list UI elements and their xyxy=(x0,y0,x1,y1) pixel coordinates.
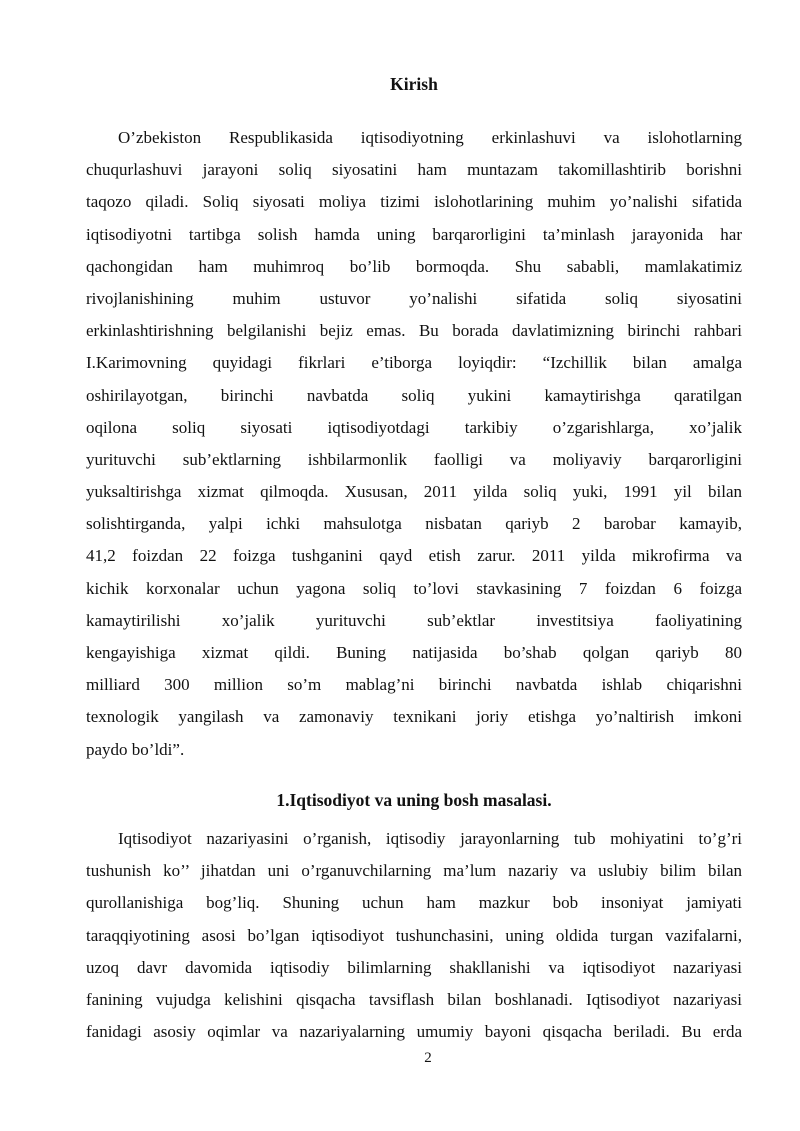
paragraph-section-1 xyxy=(86,823,742,1048)
text-line: taraqqiyotining asosi bo’lgan iqtisodiyot tushunchasini, uning oldida turgan vazifalarni, xyxy=(86,925,742,945)
text-line: kamaytirilishi xo’jalik yurituvchi sub’ektlar investitsiya faoliyatining xyxy=(86,610,742,630)
text-line: rivojlanishining muhim ustuvor yo’nalishi sifatida soliq siyosatini xyxy=(86,288,742,308)
heading-section-1: 1.Iqtisodiyot va uning bosh masalasi. xyxy=(276,790,552,810)
text-line: O’zbekiston Respublikasida iqtisodiyotning erkinlashuvi va islohotlarning xyxy=(118,128,742,147)
text-line: kichik korxonalar uchun yagona soliq to’lovi stavkasining 7 foizdan 6 foizga xyxy=(86,578,742,598)
text-line: oqilona soliq siyosati iqtisodiyotdagi tarkibiy o’zgarishlarga, xo’jalik xyxy=(86,417,742,437)
page-number: 2 xyxy=(424,1050,432,1066)
text-line: texnologik yangilash va zamonaviy texnikani joriy etishga yo’naltirish imkoni xyxy=(86,707,742,727)
text-line: paydo bo’ldi”. xyxy=(86,739,185,759)
text-line: I.Karimovning quyidagi fikrlari e’tiborga loyiqdir: “Izchillik bilan amalga xyxy=(86,353,742,373)
text-line: yurituvchi sub’ektlarning ishbilarmonlik faolligi va moliyaviy barqarorligini xyxy=(86,449,742,469)
text-line: taqozo qiladi. Soliq siyosati moliya tizimi islohotlarining muhim yo’nalishi sifatida xyxy=(86,192,742,212)
text-line: erkinlashtirishning belgilanishi bejiz emas. Bu borada davlatimizning birinchi rahbari xyxy=(86,321,742,341)
text-line: iqtisodiyotni tartibga solish hamda uning barqarorligini ta’minlash jarayonida har xyxy=(86,224,742,244)
text-line: fanidagi asosiy oqimlar va nazariyalarning umumiy bayoni qisqacha beriladi. Bu erda xyxy=(86,1022,742,1042)
text-line: milliard 300 million so’m mablag’ni birinchi navbatda ishlab chiqarishni xyxy=(86,675,742,695)
heading-intro: Kirish xyxy=(390,74,438,94)
text-line: uzoq davr davomida iqtisodiy bilimlarning shakllanishi va iqtisodiyot nazariyasi xyxy=(86,957,742,977)
text-line: tushunish ko’’ jihatdan uni o’rganuvchilarning ma’lum nazariy va uslubiy bilim bilan xyxy=(86,861,742,881)
text-line: oshirilayotgan, birinchi navbatda soliq yukini kamaytirishga qaratilgan xyxy=(86,385,742,405)
text-line: chuqurlashuvi jarayoni soliq siyosatini ham muntazam takomillashtirib borishni xyxy=(86,160,742,180)
text-line: kengayishiga xizmat qildi. Buning natijasida bo’shab qolgan qariyb 80 xyxy=(86,643,742,662)
text-line: qachongidan ham muhimroq bo’lib bormoqda. Shu sababli, mamlakatimiz xyxy=(86,256,742,276)
paragraph-intro xyxy=(86,122,742,766)
text-line: Iqtisodiyot nazariyasini o’rganish, iqtisodiy jarayonlarning tub mohiyatini to’g’ri xyxy=(118,829,742,848)
text-line: 41,2 foizdan 22 foizga tushganini qayd etish zarur. 2011 yilda mikrofirma va xyxy=(86,546,742,566)
text-line: fanining vujudga kelishini qisqacha tavsiflash bilan boshlanadi. Iqtisodiyot nazariyasi xyxy=(86,989,742,1009)
text-line: solishtirganda, yalpi ichki mahsulotga nisbatan qariyb 2 barobar kamayib, xyxy=(86,514,742,534)
text-line: yuksaltirishga xizmat qilmoqda. Xususan, 2011 yilda soliq yuki, 1991 yil bilan xyxy=(86,482,742,502)
text-line: qurollanishiga bog’liq. Shuning uchun ham mazkur bob insoniyat jamiyati xyxy=(86,893,742,913)
